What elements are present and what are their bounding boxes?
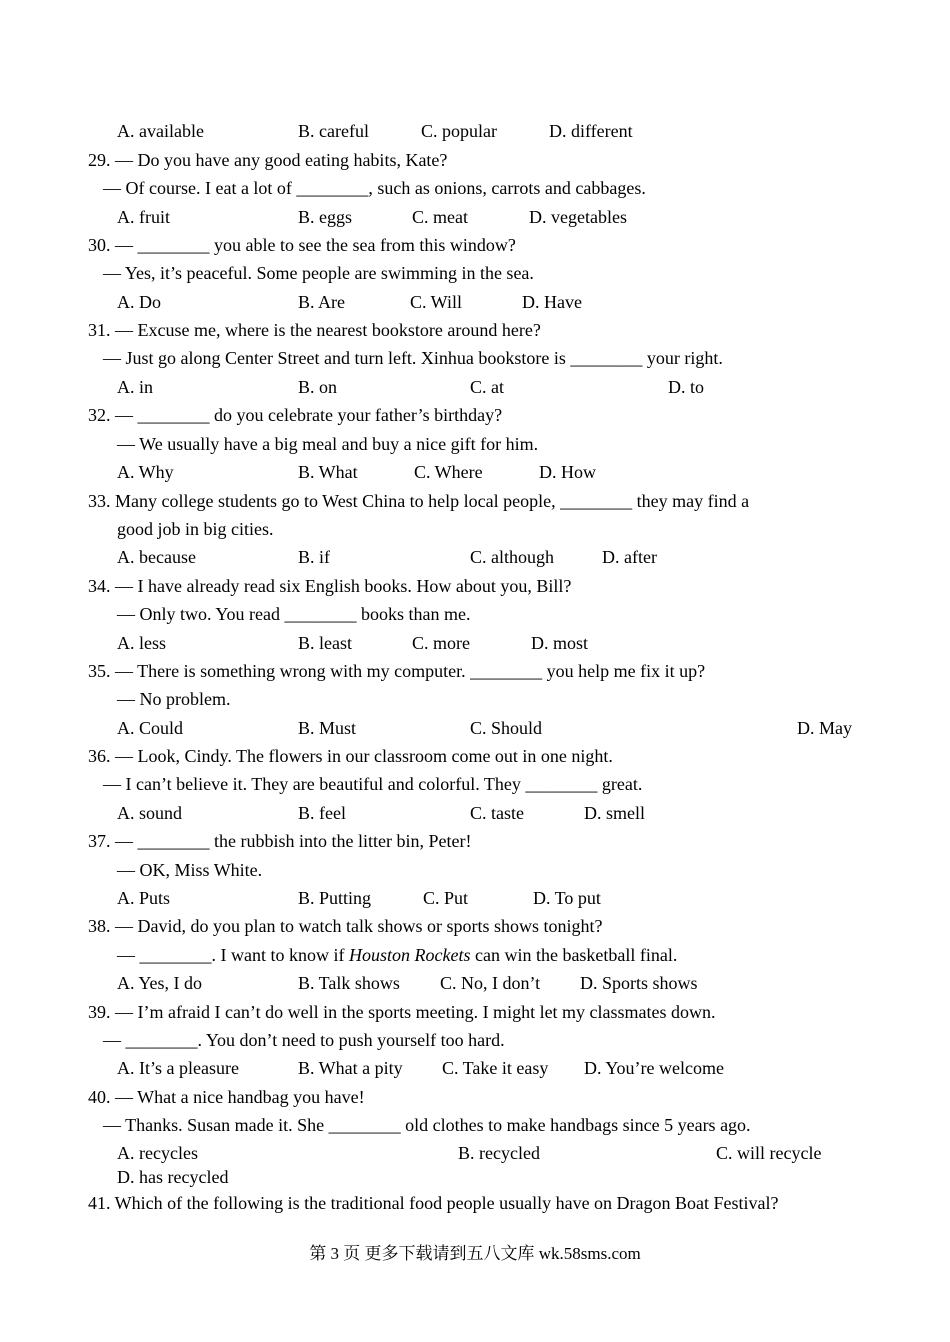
q33-stem: 33. Many college students go to West China to help local people, ________ they may find a <box>88 491 750 511</box>
q37-option-b: B. Putting <box>298 888 372 908</box>
q37-option-d: D. To put <box>533 888 601 908</box>
q35-stem: 35. — There is something wrong with my computer. ________ you help me fix it up? <box>88 661 706 681</box>
q32-answer: — We usually have a big meal and buy a nice gift for him. <box>117 434 539 454</box>
q32-option-a: A. Why <box>117 462 174 482</box>
q31-answer: — Just go along Center Street and turn left. Xinhua bookstore is ________ your right. <box>103 348 723 368</box>
q41-stem: 41. Which of the following is the traditional food people usually have on Dragon Boat Festival? <box>88 1193 779 1213</box>
q40-option-c: C. will recycle <box>716 1143 822 1163</box>
q40-option-a: A. recycles <box>117 1143 198 1163</box>
q31-option-d: D. to <box>668 377 704 397</box>
q30-option-b: B. Are <box>298 292 345 312</box>
q32-stem: 32. — ________ do you celebrate your father’s birthday? <box>88 405 503 425</box>
q35-answer: — No problem. <box>117 689 231 709</box>
q32-option-d: D. How <box>539 462 596 482</box>
q34-option-d: D. most <box>531 633 589 653</box>
q28-option-a: A. available <box>117 121 204 141</box>
q33-option-d: D. after <box>602 547 657 567</box>
q37-stem: 37. — ________ the rubbish into the litter bin, Peter! <box>88 831 472 851</box>
q39-stem: 39. — I’m afraid I can’t do well in the sports meeting. I might let my classmates down. <box>88 1002 716 1022</box>
q33-option-a: A. because <box>117 547 196 567</box>
q37-option-a: A. Puts <box>117 888 171 908</box>
q31-option-b: B. on <box>298 377 338 397</box>
q29-stem: 29. — Do you have any good eating habits, Kate? <box>88 150 448 170</box>
q30-option-a: A. Do <box>117 292 161 312</box>
q36-answer: — I can’t believe it. They are beautiful and colorful. They ________ great. <box>103 774 643 794</box>
q38-option-c: C. No, I don’t <box>440 973 541 993</box>
q28-option-b: B. careful <box>298 121 369 141</box>
q37-answer: — OK, Miss White. <box>117 860 263 880</box>
q33-stem-continued: good job in big cities. <box>117 519 274 539</box>
q40-answer: — Thanks. Susan made it. She ________ old clothes to make handbags since 5 years ago. <box>103 1115 751 1135</box>
q28-option-c: C. popular <box>421 121 497 141</box>
q39-option-d: D. You’re welcome <box>584 1058 724 1078</box>
q29-option-b: B. eggs <box>298 207 352 227</box>
q40-option-b: B. recycled <box>458 1143 540 1163</box>
q36-option-b: B. feel <box>298 803 346 823</box>
q38-team-name: Houston Rockets <box>348 945 471 965</box>
q29-option-d: D. vegetables <box>529 207 627 227</box>
q36-option-c: C. taste <box>470 803 524 823</box>
q36-option-a: A. sound <box>117 803 183 823</box>
q30-stem: 30. — ________ you able to see the sea from this window? <box>88 235 516 255</box>
q35-option-c: C. Should <box>470 718 543 738</box>
q34-option-a: A. less <box>117 633 166 653</box>
q38-option-a: A. Yes, I do <box>117 973 203 993</box>
q35-option-a: A. Could <box>117 718 184 738</box>
q32-option-b: B. What <box>298 462 358 482</box>
q38-option-d: D. Sports shows <box>580 973 698 993</box>
q38-answer-pre: — ________. I want to know if <box>117 945 349 965</box>
q30-answer: — Yes, it’s peaceful. Some people are swimming in the sea. <box>103 263 534 283</box>
q30-option-d: D. Have <box>522 292 582 312</box>
q29-option-a: A. fruit <box>117 207 170 227</box>
q36-option-d: D. smell <box>584 803 645 823</box>
q35-option-d: D. May <box>797 718 852 738</box>
q36-stem: 36. — Look, Cindy. The flowers in our classroom come out in one night. <box>88 746 613 766</box>
q34-option-c: C. more <box>412 633 470 653</box>
q34-answer: — Only two. You read ________ books than me. <box>117 604 471 624</box>
q38-option-b: B. Talk shows <box>298 973 400 993</box>
q32-option-c: C. Where <box>414 462 483 482</box>
q31-option-c: C. at <box>470 377 504 397</box>
q29-answer: — Of course. I eat a lot of ________, such as onions, carrots and cabbages. <box>103 178 646 198</box>
q31-stem: 31. — Excuse me, where is the nearest bookstore around here? <box>88 320 541 340</box>
q38-stem: 38. — David, do you plan to watch talk shows or sports shows tonight? <box>88 916 603 936</box>
q35-option-b: B. Must <box>298 718 357 738</box>
q30-option-c: C. Will <box>410 292 462 312</box>
page-footer: 第 3 页 更多下载请到五八文库 wk.58sms.com <box>309 1244 641 1263</box>
q39-option-c: C. Take it easy <box>442 1058 549 1078</box>
q29-option-c: C. meat <box>412 207 468 227</box>
q39-option-a: A. It’s a pleasure <box>117 1058 239 1078</box>
q37-option-c: C. Put <box>423 888 469 908</box>
q39-option-b: B. What a pity <box>298 1058 403 1078</box>
q38-answer-post: can win the basketball final. <box>470 945 678 965</box>
q31-option-a: A. in <box>117 377 153 397</box>
q38-answer <box>117 944 677 966</box>
q33-option-b: B. if <box>298 547 331 567</box>
q40-option-d: D. has recycled <box>117 1167 229 1187</box>
q40-stem: 40. — What a nice handbag you have! <box>88 1087 365 1107</box>
q39-answer: — ________. You don’t need to push yourself too hard. <box>103 1030 505 1050</box>
q28-option-d: D. different <box>549 121 633 141</box>
q34-option-b: B. least <box>298 633 352 653</box>
q34-stem: 34. — I have already read six English books. How about you, Bill? <box>88 576 572 596</box>
q33-option-c: C. although <box>470 547 554 567</box>
